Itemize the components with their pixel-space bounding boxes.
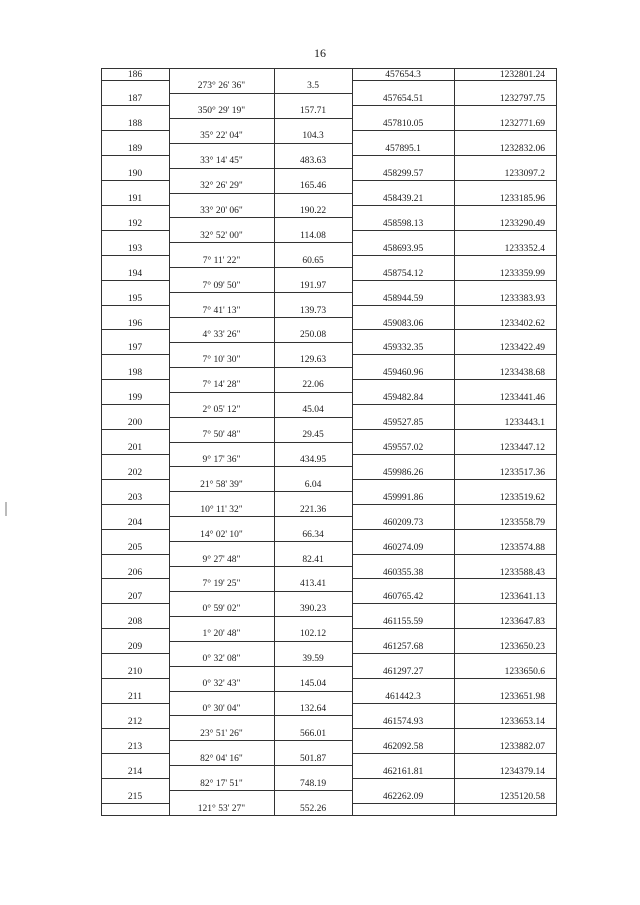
row-divider [352, 329, 557, 330]
row-divider [169, 516, 352, 517]
row-divider [169, 193, 352, 194]
segment-distance: 45.04 [302, 405, 324, 416]
point-number: 188 [127, 119, 143, 130]
segment-distance: 3.5 [307, 81, 319, 92]
point-number: 201 [127, 443, 143, 453]
row-divider [169, 392, 352, 393]
bearing-angle: 0° 30' 04" [202, 703, 241, 714]
point-number: 209 [127, 642, 143, 653]
row-divider [169, 616, 352, 617]
segment-distance: 190.22 [299, 205, 327, 216]
coordinate-x: 462092.58 [382, 741, 424, 752]
bearing-angle: 82° 17' 51" [200, 778, 243, 789]
row-divider [169, 342, 352, 343]
row-divider [101, 454, 169, 455]
coordinate-y: 1233402.62 [499, 318, 545, 329]
bearing-angle: 350° 29' 19" [197, 106, 246, 117]
row-divider [101, 329, 169, 330]
row-divider [169, 168, 352, 169]
row-divider [101, 703, 169, 704]
point-number: 197 [127, 343, 143, 354]
row-divider [101, 504, 169, 505]
coordinate-x: 461257.68 [382, 642, 424, 653]
point-number: 196 [127, 318, 143, 329]
row-divider [169, 740, 352, 741]
point-number: 202 [127, 467, 143, 478]
bearing-angle: 0° 59' 02" [202, 604, 241, 615]
point-number: 187 [127, 94, 143, 105]
point-number: 193 [127, 243, 143, 254]
coordinate-x: 461155.59 [382, 617, 424, 628]
row-divider [169, 242, 352, 243]
coordinate-x: 459991.86 [382, 492, 424, 503]
row-divider [352, 578, 557, 579]
scan-edge-mark [5, 502, 7, 516]
row-divider [101, 529, 169, 530]
coordinate-y: 1233441.46 [499, 393, 545, 404]
coordinate-x: 457654.3 [385, 69, 421, 80]
row-divider [169, 591, 352, 592]
segment-distance: 104.3 [302, 131, 324, 142]
coordinate-x: 461442.3 [385, 692, 421, 702]
coordinate-x: 459527.85 [382, 418, 424, 429]
row-divider [352, 255, 557, 256]
coordinate-y: 1233443.1 [504, 418, 545, 429]
coordinate-y: 1233519.62 [499, 492, 545, 503]
row-divider [352, 454, 557, 455]
row-divider [352, 280, 557, 281]
coordinate-y: 1234379.14 [499, 766, 545, 777]
row-divider [169, 267, 352, 268]
row-divider [169, 691, 352, 692]
row-divider [169, 367, 352, 368]
segment-distance: 501.87 [299, 753, 327, 764]
row-divider [352, 778, 557, 779]
row-divider [101, 230, 169, 231]
row-divider [101, 80, 169, 81]
row-divider [101, 803, 169, 804]
row-divider [169, 541, 352, 542]
segment-distance: 566.01 [299, 728, 327, 739]
point-number: 200 [127, 418, 143, 429]
bearing-angle: 7° 14' 28" [202, 380, 241, 391]
row-divider [352, 628, 557, 629]
coordinate-x: 460209.73 [382, 517, 424, 528]
point-number: 186 [127, 69, 143, 80]
point-number: 215 [127, 791, 143, 802]
row-divider [101, 105, 169, 106]
bearing-angle: 14° 02' 10" [200, 529, 243, 540]
point-number: 214 [127, 766, 143, 777]
coordinate-x: 459460.96 [382, 368, 424, 379]
coordinate-x: 458944.59 [382, 293, 424, 304]
bearing-angle: 32° 52' 00" [200, 230, 243, 241]
row-divider [352, 155, 557, 156]
segment-distance: 221.36 [299, 504, 327, 515]
bearing-angle: 121° 53' 27" [197, 803, 246, 814]
row-divider [101, 753, 169, 754]
row-divider [101, 379, 169, 380]
bearing-angle: 9° 27' 48" [202, 554, 241, 565]
row-divider [169, 491, 352, 492]
coordinate-y: 1233097.2 [504, 169, 545, 180]
row-divider [169, 466, 352, 467]
bearing-angle: 7° 50' 48" [202, 430, 241, 441]
coordinate-x: 457810.05 [382, 119, 424, 130]
row-divider [352, 305, 557, 306]
point-number: 210 [127, 667, 143, 678]
row-divider [169, 93, 352, 94]
row-divider [101, 554, 169, 555]
row-divider [101, 155, 169, 156]
segment-distance: 114.08 [300, 230, 326, 241]
row-divider [352, 130, 557, 131]
bearing-angle: 7° 41' 13" [202, 305, 241, 316]
row-divider [352, 603, 557, 604]
coordinate-y: 1233647.83 [499, 617, 545, 628]
segment-distance: 29.45 [302, 430, 324, 441]
bearing-angle: 33° 14' 45" [200, 156, 243, 167]
coordinate-y: 1232801.24 [499, 69, 545, 80]
bearing-angle: 23° 51' 26" [200, 728, 243, 739]
row-divider [169, 765, 352, 766]
coordinate-x: 458693.95 [382, 243, 424, 254]
row-divider [352, 803, 557, 804]
segment-distance: 483.63 [299, 156, 327, 167]
table-border-bottom [101, 815, 557, 816]
coordinate-x: 459557.02 [382, 443, 424, 453]
bearing-angle: 4° 33' 26" [202, 330, 241, 341]
coordinate-y: 1233447.12 [499, 443, 545, 453]
row-divider [101, 180, 169, 181]
coordinate-x: 459083.06 [382, 318, 424, 329]
coordinate-y: 1233517.36 [499, 467, 545, 478]
segment-distance: 66.34 [302, 529, 324, 540]
row-divider [352, 554, 557, 555]
coordinate-y: 1233359.99 [499, 268, 545, 279]
row-divider [101, 603, 169, 604]
coordinate-x: 457895.1 [385, 144, 421, 155]
row-divider [101, 205, 169, 206]
segment-distance: 165.46 [299, 181, 327, 192]
row-divider [169, 566, 352, 567]
row-divider [101, 479, 169, 480]
row-divider [352, 429, 557, 430]
point-number: 191 [127, 194, 143, 204]
row-divider [101, 778, 169, 779]
segment-distance: 6.04 [304, 479, 322, 490]
bearing-angle: 9° 17' 36" [202, 454, 241, 465]
row-divider [169, 143, 352, 144]
point-number: 213 [127, 741, 143, 752]
bearing-angle: 82° 04' 16" [200, 753, 243, 764]
bearing-angle: 0° 32' 43" [202, 679, 241, 690]
bearing-angle: 7° 10' 30" [202, 355, 241, 366]
coordinate-x: 460355.38 [382, 567, 424, 578]
bearing-angle: 7° 11' 22" [202, 255, 241, 266]
coordinate-y: 1232771.69 [499, 119, 545, 130]
coordinate-y: 1233588.43 [499, 567, 545, 578]
row-divider [169, 442, 352, 443]
row-divider [101, 280, 169, 281]
point-number: 194 [127, 268, 143, 279]
coordinate-y: 1233383.93 [499, 293, 545, 304]
row-divider [352, 180, 557, 181]
row-divider [352, 678, 557, 679]
row-divider [101, 628, 169, 629]
coordinate-x: 459482.84 [382, 393, 424, 404]
coordinate-x: 460274.09 [382, 542, 424, 553]
coordinate-x: 459332.35 [382, 343, 424, 354]
segment-distance: 22.06 [302, 380, 324, 391]
segment-distance: 191.97 [299, 280, 327, 291]
row-divider [101, 255, 169, 256]
row-divider [352, 529, 557, 530]
row-divider [352, 105, 557, 106]
row-divider [101, 130, 169, 131]
row-divider [169, 317, 352, 318]
coordinate-x: 457654.51 [382, 94, 424, 105]
segment-distance: 129.63 [299, 355, 327, 366]
coordinate-x: 461297.27 [382, 667, 424, 678]
segment-distance: 250.08 [299, 330, 327, 341]
row-divider [352, 728, 557, 729]
coordinate-y: 1233185.96 [499, 194, 545, 204]
row-divider [169, 641, 352, 642]
segment-distance: 60.65 [302, 255, 324, 266]
segment-distance: 145.04 [299, 679, 327, 690]
row-divider [101, 429, 169, 430]
bearing-angle: 7° 09' 50" [202, 280, 241, 291]
coordinate-y: 1233558.79 [499, 517, 545, 528]
row-divider [169, 217, 352, 218]
row-divider [101, 678, 169, 679]
row-divider [101, 578, 169, 579]
coordinate-x: 460765.42 [382, 592, 424, 603]
coordinate-y: 1235120.58 [499, 791, 545, 802]
page-number: 16 [314, 46, 326, 60]
point-number: 211 [128, 692, 142, 702]
bearing-angle: 33° 20' 06" [200, 205, 243, 216]
row-divider [169, 118, 352, 119]
row-divider [352, 404, 557, 405]
row-divider [352, 230, 557, 231]
point-number: 212 [127, 716, 143, 727]
bearing-angle: 10° 11' 32" [200, 504, 243, 515]
row-divider [169, 666, 352, 667]
bearing-angle: 273° 26' 36" [197, 81, 246, 92]
segment-distance: 413.41 [299, 579, 327, 590]
row-divider [352, 504, 557, 505]
segment-distance: 390.23 [299, 604, 327, 615]
bearing-angle: 21° 58' 39" [200, 479, 243, 490]
bearing-angle: 32° 26' 29" [200, 181, 243, 192]
bearing-angle: 35° 22' 04" [200, 131, 243, 142]
coordinate-y: 1233882.07 [499, 741, 545, 752]
row-divider [352, 703, 557, 704]
point-number: 192 [127, 218, 143, 229]
segment-distance: 132.64 [299, 703, 327, 714]
point-number: 205 [127, 542, 143, 553]
row-divider [169, 292, 352, 293]
coordinate-x: 462262.09 [382, 791, 424, 802]
bearing-angle: 2° 05' 12" [202, 405, 241, 416]
point-number: 208 [127, 617, 143, 628]
coordinate-y: 1233574.88 [499, 542, 545, 553]
bearing-angle: 0° 32' 08" [202, 654, 241, 665]
coordinate-y: 1233653.14 [499, 716, 545, 727]
point-number: 198 [127, 368, 143, 379]
segment-distance: 39.59 [302, 654, 324, 665]
segment-distance: 748.19 [299, 778, 327, 789]
coordinate-y: 1233651.98 [499, 692, 545, 702]
point-number: 207 [127, 592, 143, 603]
row-divider [169, 417, 352, 418]
coordinate-x: 461574.93 [382, 716, 424, 727]
row-divider [352, 80, 557, 81]
row-divider [352, 205, 557, 206]
row-divider [169, 715, 352, 716]
coordinate-y: 1233650.23 [499, 642, 545, 653]
coordinate-table [101, 68, 557, 816]
row-divider [169, 790, 352, 791]
row-divider [352, 653, 557, 654]
point-number: 203 [127, 492, 143, 503]
coordinate-x: 458598.13 [382, 218, 424, 229]
row-divider [352, 753, 557, 754]
segment-distance: 102.12 [299, 629, 327, 640]
segment-distance: 82.41 [302, 554, 324, 565]
row-divider [101, 728, 169, 729]
row-divider [352, 379, 557, 380]
coordinate-y: 1233641.13 [499, 592, 545, 603]
coordinate-x: 458439.21 [382, 194, 424, 204]
coordinate-y: 1232832.06 [499, 144, 545, 155]
row-divider [101, 404, 169, 405]
coordinate-x: 458299.57 [382, 169, 424, 180]
segment-distance: 552.26 [299, 803, 327, 814]
point-number: 204 [127, 517, 143, 528]
point-number: 195 [127, 293, 143, 304]
coordinate-y: 1233290.49 [499, 218, 545, 229]
coordinate-y: 1233352.4 [504, 243, 545, 254]
row-divider [101, 305, 169, 306]
coordinate-x: 459986.26 [382, 467, 424, 478]
point-number: 199 [127, 393, 143, 404]
point-number: 190 [127, 169, 143, 180]
point-number: 206 [127, 567, 143, 578]
coordinate-x: 462161.81 [382, 766, 424, 777]
segment-distance: 434.95 [299, 454, 327, 465]
coordinate-y: 1232797.75 [499, 94, 545, 105]
coordinate-x: 458754.12 [382, 268, 424, 279]
bearing-angle: 1° 20' 48" [202, 629, 241, 640]
row-divider [101, 354, 169, 355]
row-divider [101, 653, 169, 654]
coordinate-y: 1233438.68 [499, 368, 545, 379]
point-number: 189 [127, 144, 143, 155]
bearing-angle: 7° 19' 25" [202, 579, 241, 590]
segment-distance: 157.71 [299, 106, 327, 117]
segment-distance: 139.73 [299, 305, 327, 316]
coordinate-y: 1233650.6 [504, 667, 545, 678]
coordinate-y: 1233422.49 [499, 343, 545, 354]
row-divider [352, 479, 557, 480]
row-divider [352, 354, 557, 355]
